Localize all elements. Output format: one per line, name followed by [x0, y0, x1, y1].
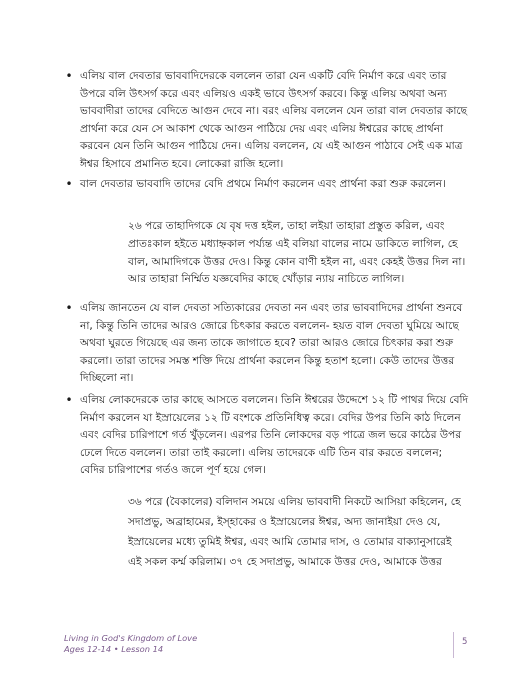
scripture-quote: [128, 492, 468, 572]
quote-text: ২৬ পরে তাহাদিগকে যে বৃষ দত্ত হইল, তাহা লইয়া তাহারা প্রস্তুত করিল, এবং প্রাতঃকাল হইতে মধ্যাহ্নকাল পর্য্যন্ত এই বলিয়া বালের নামে ডাকিতে লাগিল, হে বাল, আমাদিগকে উত্তর দেও। কিন্তু কোন বাণী হইল না, এবং কেহই উত্তর দিল না। আর তাহারা নির্ম্মিত যজ্ঞবেদির কাছে খোঁড়ার ন্যায় নাচিতে লাগিল।: [128, 220, 466, 286]
scripture-quote: [128, 218, 468, 289]
bullet-item: [65, 392, 470, 480]
bullet-item: [65, 300, 470, 388]
bullet-item: [65, 176, 470, 194]
footer-title: Living in God's Kingdom of Love: [64, 633, 198, 643]
bullet-marker: •: [65, 69, 73, 83]
page-number: 5: [462, 637, 468, 647]
bullet-text: এলিয় জানতেন যে বাল দেবতা সত্যিকারের দেবতা নন এবং তার ভাববাদিদের প্রার্থনা শুনবে না, কিন্তু তিনি তাদের আরও জোরে চিৎকার করতে বললেন- হয়ত বাল দেবতা ঘুমিয়ে আছে অথবা ঘুরতে গিয়েছে এর জন্য তাকে জাগাতে হবে? তারা আরও জোরে চিৎকার করা শুরু করলো। তারা তাদের সমস্ত শক্তি দিয়ে প্রার্থনা করলেন কিন্তু হতাশ হলো। কেউ তাদের উত্তর দিচ্ছিলো না।: [80, 302, 463, 384]
footer-course-info: [64, 633, 197, 655]
footer-subtitle: Ages 12-14 • Lesson 14: [64, 644, 164, 654]
bullet-item: [65, 68, 470, 173]
bullet-text: এলিয় লোকদেরকে তার কাছে আসতে বললেন। তিনি ঈশ্বরের উদ্দেশে ১২ টি পাথর দিয়ে বেদি নির্মাণ করলেন যা ইস্রায়েলের ১২ টি বংশকে প্রতিনিধিত্ব করে। বেদির উপর তিনি কাঠ দিলেন এবং বেদির চারিপাশে গর্ত খুঁড়লেন। এরপর তিনি লোকদের বড় পাত্রে জল ভরে কাঠের উপর ঢেলে দিতে বললেন। তারা তাই করলো। এলিয় তাদেরকে এটি তিন বার করতে বললেন; বেদির চারিপাশের গর্তও জলে পূর্ণ হয়ে গেল।: [80, 394, 469, 476]
bullet-marker: •: [65, 393, 73, 407]
quote-text: ৩৬ পরে (বৈকালের) বলিদান সময়ে এলিয় ভাববাদী নিকটে আসিয়া কহিলেন, হে সদাপ্রভু, অব্রাহামের, ইস্‌হাকের ও ইস্রায়েলের ঈশ্বর, অদ্য জানাইয়া দেও যে, ইস্রায়েলের মধ্যে তুমিই ঈশ্বর, এবং আমি তোমার দাস, ও তোমার বাক্যানুসারেই এই সকল কর্ম্ম করিলাম। ৩৭ হে সদাপ্রভু, আমাকে উত্তর দেও, আমাকে উত্তর: [128, 496, 461, 568]
bullet-marker: •: [65, 177, 73, 191]
bullet-marker: •: [65, 301, 73, 315]
bullet-text: বাল দেবতার ভাববাদি তাদের বেদি প্রথমে নির্মাণ করলেন এবং প্রার্থনা করা শুরু করলেন।: [80, 178, 446, 190]
bullet-text: এলিয় বাল দেবতার ভাববাদিদেরকে বললেন তারা যেন একটি বেদি নির্মাণ করে এবং তার উপরে বলি উৎসর্গ করে এবং এলিয়ও একই ভাবে উৎসর্গ করবে। কিন্তু এলিয় অথবা অন্য ভাববাদীরা তাদের বেদিতে আগুন দেবে না। বরং এলিয় বললেন যেন তারা বাল দেবতার কাছে প্রার্থনা করে যেন সে আকাশ থেকে আগুন পাঠিয়ে দেয় এবং এলিয় ঈশ্বরের কাছে প্রার্থনা করবেন যেন তিনি আগুন পাঠিয়ে দেন। এলিয় বললেন, যে এই আগুন পাঠাবে সেই এক মাত্র ঈশ্বর হিসাবে প্রমানিত হবে। লোকেরা রাজি হলো।: [80, 70, 468, 170]
footer-divider: [453, 632, 454, 658]
